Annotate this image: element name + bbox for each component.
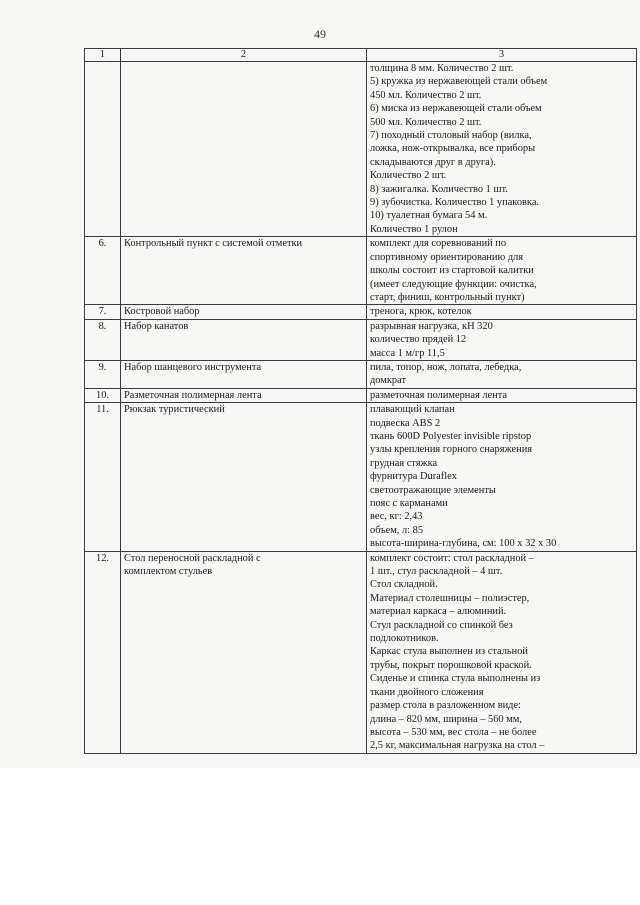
item-description-line: 2,5 кг, максимальная нагрузка на стол – <box>370 740 545 752</box>
item-description-line: комплект для соревнований по <box>370 238 507 250</box>
item-description-line: длина – 820 мм, ширина – 560 мм, <box>370 713 522 725</box>
item-description-line: 1 шт., стул раскладной – 4 шт. <box>370 566 503 578</box>
item-description-line: разрывная нагрузка, кН 320 <box>370 320 493 332</box>
item-description-line: 6) миска из нержавеющей стали объем <box>370 103 542 115</box>
table-row <box>85 551 637 753</box>
item-description-line: пила, топор, нож, лопата, лебедка, <box>370 361 522 373</box>
item-name-line: комплектом стульев <box>124 566 213 578</box>
item-description-line: Стул раскладной со спинкой без <box>370 619 513 631</box>
item-description-line: школы состоит из стартовой калитки <box>370 265 534 277</box>
item-description-line: домкрат <box>370 375 406 387</box>
item-description-line: складываются друг в друга). <box>370 156 496 168</box>
item-name <box>121 388 367 402</box>
item-description-line: спортивному ориентированию для <box>370 251 524 263</box>
item-name <box>121 403 367 551</box>
row-number: 9. <box>85 360 121 388</box>
item-description-line: 7) походный столовый набор (вилка, <box>370 130 532 142</box>
item-name <box>121 237 367 305</box>
item-description-line: 5) кружка из нержавеющей стали объем <box>370 76 548 88</box>
table-row <box>85 305 637 319</box>
row-number: 12. <box>85 551 121 753</box>
item-description-line: ткань 600D Polyester invisible ripstop <box>370 430 532 442</box>
item-description-line: светоотражающие элементы <box>370 484 496 496</box>
item-name <box>121 360 367 388</box>
table-header-row <box>85 49 637 62</box>
item-description-line: Количество 2 шт. <box>370 170 447 182</box>
item-description <box>367 237 637 305</box>
item-description-line: узлы крепления горного снаряжения <box>370 444 533 456</box>
item-name-line: Разметочная полимерная лента <box>124 389 262 401</box>
item-description-line: трубы, покрыт порошковой краской. <box>370 659 532 671</box>
item-name-line: Контрольный пункт с системой отметки <box>124 238 303 250</box>
item-description <box>367 305 637 319</box>
column-header: 2 <box>121 49 367 62</box>
item-description-line: подвеска ABS 2 <box>370 417 441 429</box>
item-name-line: Рюкзак туристический <box>124 404 225 416</box>
item-description-line: плавающий клапан <box>370 404 455 416</box>
row-number: 11. <box>85 403 121 551</box>
item-name-line: Костровой набор <box>124 306 200 318</box>
item-description-line: масса 1 м/гр 11,5 <box>370 347 445 359</box>
table-row <box>85 62 637 237</box>
table-row <box>85 360 637 388</box>
item-description-line: разметочная полимерная лента <box>370 389 507 401</box>
table-row <box>85 237 637 305</box>
item-description-line: размер стола в разложенном виде: <box>370 700 521 712</box>
item-description-line: 8) зажигалка. Количество 1 шт. <box>370 183 508 195</box>
item-description-line: Каркас стула выполнен из стальной <box>370 646 528 658</box>
item-description-line: 9) зубочистка. Количество 1 упаковка. <box>370 197 540 209</box>
table-row <box>85 403 637 551</box>
item-description-line: фурнитура Duraflex <box>370 471 457 483</box>
item-name <box>121 551 367 753</box>
column-header: 1 <box>85 49 121 62</box>
item-description-line: подлокотников. <box>370 633 439 645</box>
item-description-line: (имеет следующие функции: очистка, <box>370 278 537 290</box>
item-description-line: толщина 8 мм. Количество 2 шт. <box>370 63 514 74</box>
column-header: 3 <box>367 49 637 62</box>
page-number: 49 <box>314 27 326 41</box>
item-description <box>367 319 637 360</box>
row-number <box>85 62 121 237</box>
row-number: 10. <box>85 388 121 402</box>
table-row <box>85 388 637 402</box>
item-description <box>367 551 637 753</box>
item-name-line: Стол переносной раскладной с <box>124 552 261 564</box>
row-number: 7. <box>85 305 121 319</box>
item-description-line: Сиденье и спинка стула выполнены из <box>370 673 541 685</box>
item-name-line: Набор шанцевого инструмента <box>124 361 262 373</box>
equipment-table <box>84 48 637 754</box>
item-description-line: пояс с карманами <box>370 498 448 509</box>
item-description-line: Стол складной. <box>370 579 438 591</box>
item-description-line: высота-ширина-глубина, см: 100 x 32 x 30 <box>370 538 557 550</box>
item-description <box>367 403 637 551</box>
item-description-line: вес, кг: 2,43 <box>370 511 423 523</box>
item-name <box>121 319 367 360</box>
item-description-line: Материал столешницы – полиэстер, <box>370 592 530 604</box>
item-description-line: 500 мл. Количество 2 шт. <box>370 116 482 128</box>
table-body <box>85 49 637 754</box>
item-description-line: Количество 1 рулон <box>370 223 458 235</box>
item-description-line: старт, финиш, контрольный пункт) <box>370 291 525 303</box>
item-description <box>367 62 637 237</box>
item-description-line: высота – 530 мм, вес стола – не более <box>370 726 537 738</box>
item-description-line: количество прядей 12 <box>370 334 467 346</box>
item-description-line: 10) туалетная бумага 54 м. <box>370 210 488 222</box>
item-description-line: материал каркаса – алюминий. <box>370 606 507 618</box>
item-description <box>367 388 637 402</box>
item-name-line: Набор канатов <box>124 320 189 332</box>
item-name <box>121 62 367 237</box>
item-description-line: грудная стяжка <box>370 457 438 469</box>
table-row <box>85 319 637 360</box>
row-number: 6. <box>85 237 121 305</box>
item-description-line: комплект состоит: стол раскладной – <box>370 552 534 564</box>
item-description <box>367 360 637 388</box>
row-number: 8. <box>85 319 121 360</box>
item-description-line: ткани двойного сложения <box>370 686 484 698</box>
item-description-line: ложка, нож-открывалка, все приборы <box>370 143 536 155</box>
item-description-line: объем, л: 85 <box>370 524 424 536</box>
item-description-line: тренога, крюк, котелок <box>370 306 472 318</box>
item-name <box>121 305 367 319</box>
item-description-line: 450 мл. Количество 2 шт. <box>370 89 482 101</box>
